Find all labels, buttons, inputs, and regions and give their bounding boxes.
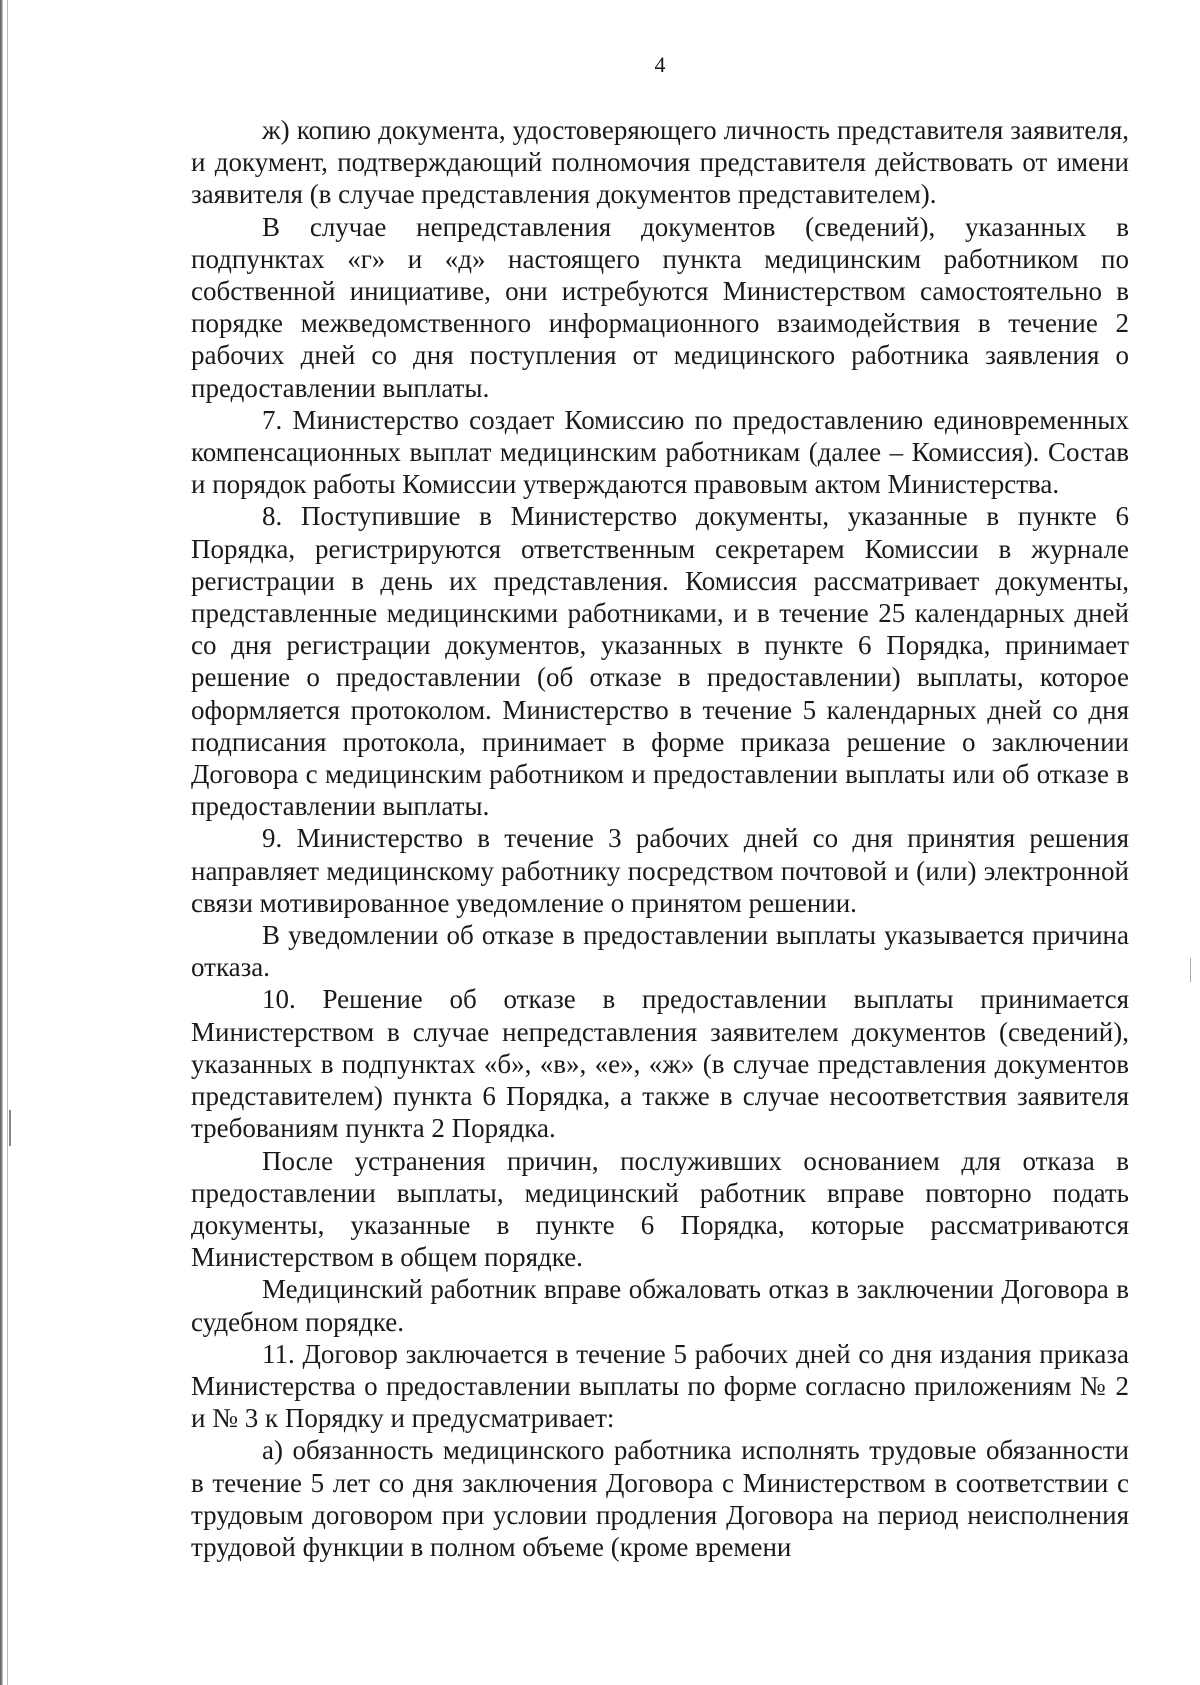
paragraph-subitem-a: а) обязанность медицинского работника исполнять трудовые обязанности в течение 5 лет со дня заключения Договора с Министерством в соответствии с трудовым договором при условии продления Договора на период неисполнения трудовой функции в полном объеме (кроме времени [191, 1435, 1129, 1562]
paragraph-item-7: 7. Министерство создает Комиссию по предоставлению единовременных компенсационных выплат медицинским работникам (далее – Комиссия). Состав и порядок работы Комиссии утверждаются правовым актом Министерства. [191, 404, 1129, 500]
scan-artifact-mark [1190, 958, 1191, 982]
paragraph-item-10: 10. Решение об отказе в предоставлении выплаты принимается Министерством в случае непредставления заявителем документов (сведений), указанных в подпунктах «б», «в», «е», «ж» (в случае представления документов представителем) пункта 6 Порядка, а также в случае несоответствия заявителя требованиям пункта 2 Порядка. [191, 984, 1129, 1144]
scan-artifact-mark [9, 1110, 11, 1146]
paragraph-appeal: Медицинский работник вправе обжаловать отказ в заключении Договора в судебном порядке. [191, 1274, 1129, 1337]
paragraph-resubmission: После устранения причин, послуживших основанием для отказа в предоставлении выплаты, медицинский работник вправе повторно подать документы, указанные в пункте 6 Порядка, которые рассматриваются Министерством в общем порядке. [191, 1145, 1129, 1273]
paragraph-subitem-zh: ж) копию документа, удостоверяющего личность представителя заявителя, и документ, подтверждающий полномочия представителя действовать от имени заявителя (в случае представления документов представителем). [191, 115, 1129, 210]
scan-left-edge [0, 0, 3, 1685]
document-body [191, 114, 1129, 1563]
paragraph-refusal-notice: В уведомлении об отказе в предоставлении выплаты указывается причина отказа. [191, 920, 1129, 983]
page-number: 4 [654, 52, 666, 77]
scan-left-edge-line [7, 0, 8, 1685]
paragraph-non-submission: В случае непредставления документов (сведений), указанных в подпунктах «г» и «д» настоящего пункта медицинским работником по собственной инициативе, они истребуются Министерством самостоятельно в порядке межведомственного информационного взаимодействия в течение 2 рабочих дней со дня поступления от медицинского работника заявления о предоставлении выплаты. [191, 211, 1129, 403]
paragraph-item-8: 8. Поступившие в Министерство документы, указанные в пункте 6 Порядка, регистрируются ответственным секретарем Комиссии в журнале регистрации в день их представления. Комиссия рассматривает документы, представленные медицинскими работниками, и в течение 25 календарных дней со дня регистрации документов, указанных в пункте 6 Порядка, принимает решение о предоставлении (об отказе в предоставлении) выплаты, которое оформляется протоколом. Министерство в течение 5 календарных дней со дня подписания протокола, принимает в форме приказа решение о заключении Договора с медицинским работником и предоставлении выплаты или об отказе в предоставлении выплаты. [191, 501, 1129, 822]
paragraph-item-11: 11. Договор заключается в течение 5 рабочих дней со дня издания приказа Министерства о предоставлении выплаты по форме согласно приложениям № 2 и № 3 к Порядку и предусматривает: [191, 1338, 1129, 1434]
paragraph-item-9: 9. Министерство в течение 3 рабочих дней со дня принятия решения направляет медицинскому работнику посредством почтовой и (или) электронной связи мотивированное уведомление о принятом решении. [191, 823, 1129, 918]
